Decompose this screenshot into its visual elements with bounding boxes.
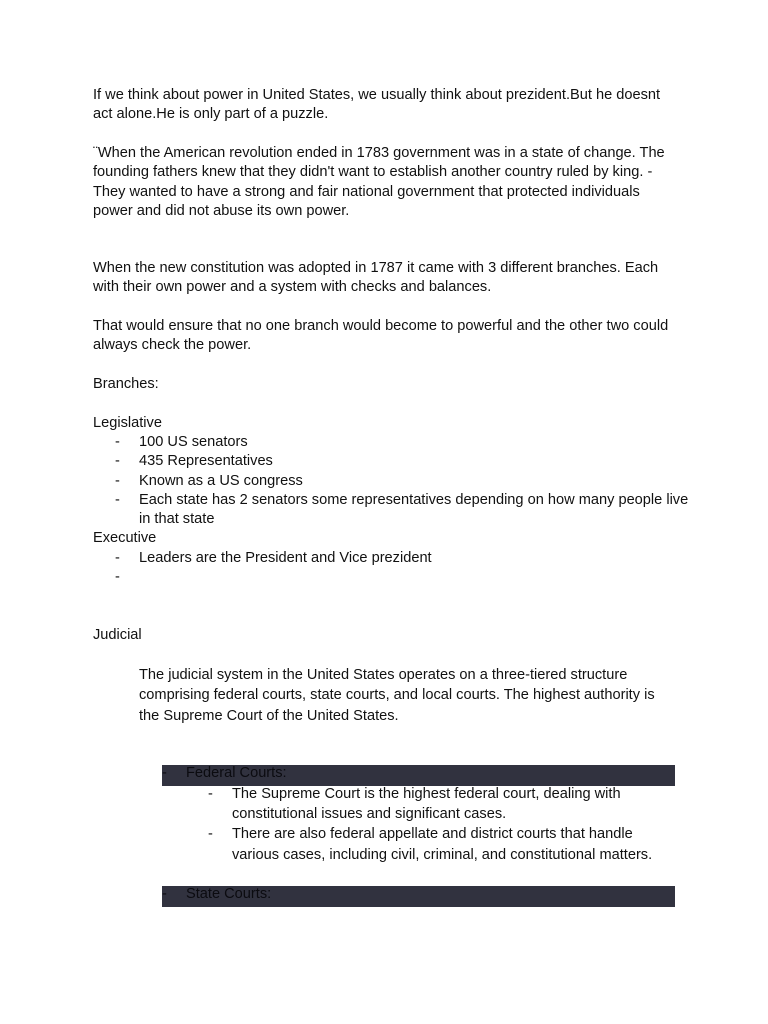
list-item: - Each state has 2 senators some representatives depending on how many people live in that state bbox=[115, 491, 689, 528]
bullet-dash: - bbox=[208, 826, 213, 843]
federal-courts-list bbox=[185, 784, 665, 865]
list-item: - There are also federal appellate and district courts that handle various cases, including civil, criminal, and constitutional matters. bbox=[208, 826, 653, 863]
legislative-list bbox=[93, 433, 693, 529]
bullet-dash: - bbox=[115, 453, 120, 470]
revolution-paragraph: ¨When the American revolution ended in 1783 government was in a state of change. The founding fathers knew that they didn't want to establish another country ruled by king. - They wanted to have a strong and fair national government that protected individuals power and did not abuse its own power. bbox=[93, 145, 665, 219]
list-item: - 435 Representatives bbox=[93, 452, 693, 471]
constitution-paragraph: When the new constitution was adopted in 1787 it came with 3 different branches. Each with their own power and a system with checks and balances. bbox=[93, 260, 659, 296]
judicial-description: The judicial system in the United States operates on a three-tiered structure comprising federal courts, state courts, and local courts. The highest authority is the Supreme Court of the United States. bbox=[139, 667, 655, 724]
list-item: - 100 US senators bbox=[93, 433, 693, 452]
bullet-dash: - bbox=[115, 569, 120, 586]
bullet-dash: - bbox=[208, 786, 213, 802]
list-item: - Known as a US congress bbox=[93, 472, 693, 491]
state-courts-item bbox=[162, 886, 675, 907]
branches-heading: Branches: bbox=[93, 376, 159, 392]
list-item: - Leaders are the President and Vice prezident bbox=[93, 549, 693, 568]
intro-paragraph: If we think about power in United States, we usually think about prezident.But he doesnt act alone.He is only part of a puzzle. bbox=[93, 87, 661, 123]
bullet-dash: - bbox=[115, 434, 120, 450]
list-item: - The Supreme Court is the highest federal court, dealing with constitutional issues and significant cases. bbox=[208, 786, 621, 823]
legislative-heading: Legislative bbox=[93, 415, 162, 431]
bullet-dash: - bbox=[115, 472, 120, 489]
state-courts-label: State Courts: bbox=[186, 886, 272, 902]
federal-courts-item bbox=[162, 765, 675, 786]
federal-courts-label: Federal Courts: bbox=[186, 765, 287, 781]
bullet-dash: - bbox=[115, 550, 120, 566]
judicial-heading: Judicial bbox=[93, 627, 142, 643]
executive-heading: Executive bbox=[93, 530, 157, 546]
executive-list bbox=[93, 549, 693, 586]
bullet-dash: - bbox=[162, 765, 167, 781]
bullet-dash: - bbox=[115, 491, 120, 508]
checks-paragraph: That would ensure that no one branch would become to powerful and the other two could always check the power. bbox=[93, 318, 669, 354]
bullet-dash: - bbox=[162, 886, 167, 902]
